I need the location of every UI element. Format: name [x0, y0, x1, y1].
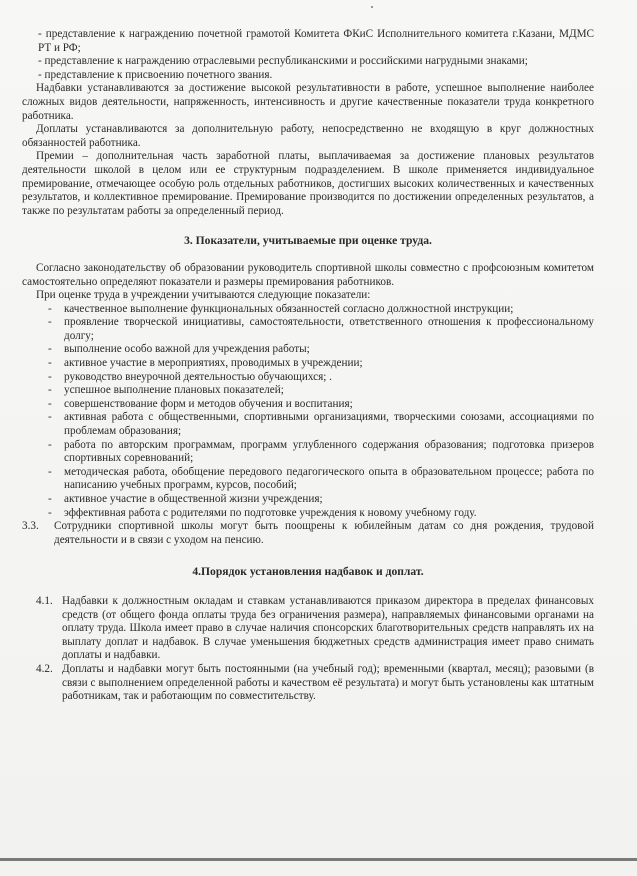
- list-dash: -: [48, 370, 52, 383]
- list-dash: -: [48, 343, 52, 356]
- list-dash: -: [48, 465, 52, 478]
- paragraph-premiums: Премии – дополнительная часть заработной платы, выплачиваемая за достижение плановых результатов деятельности школой в целом или ее структурным подразделением. В школе применяется индивидуальное премирование, отмечающее особую роль отдельных работников, достигших высоких количественных и качественных результатов, и коллективное премирование. Премирование производится по достижении определенных результатов, а также по результатам работы за определенный период.: [22, 150, 594, 217]
- list-dash: -: [48, 302, 52, 315]
- list-dash: -: [48, 506, 52, 519]
- section-3-lead: При оценке труда в учреждении учитываются следующие показатели:: [36, 289, 371, 302]
- section-3-heading: 3. Показатели, учитываемые при оценке труда.: [184, 234, 432, 248]
- indicator-item: - работа по авторским программам, программ углубленного содержания образования; подготовка призеров спортивных соревнований;: [48, 438, 594, 465]
- indicator-item: - выполнение особо важной для учреждения работы;: [48, 343, 310, 356]
- indicator-item: - активное участие в общественной жизни учреждения;: [48, 493, 323, 505]
- clause-4-1: [22, 595, 594, 663]
- list-dash: -: [48, 384, 52, 397]
- scan-edge-line: [0, 858, 637, 861]
- award-item-3: - представление к присвоению почетного звания.: [38, 68, 273, 81]
- scan-speck: [371, 6, 373, 8]
- indicators-list: [22, 303, 594, 521]
- list-dash: -: [48, 357, 52, 370]
- section-4-heading: 4.Порядок установления надбавок и доплат.: [192, 565, 424, 579]
- clause-number: 3.3.: [22, 520, 39, 533]
- indicator-item: - руководство внеурочной деятельностью обучающихся; .: [48, 370, 332, 383]
- clause-3-3: [22, 520, 594, 547]
- indicator-item: - методическая работа, обобщение передового педагогического опыта в образовательном процессе; работа по написанию учебных программ, курсов, пособий;: [48, 465, 594, 492]
- clause-text: Надбавки к должностным окладам и ставкам устанавливаются приказом директора в пределах финансовых средств (от общего фонда оплаты труда без ограничения размера), направляемых финансовыми органами на оплату труда. Школа имеет право в случае наличия спонсорских благотворительных средств направлять их на выплату доплат и надбавок. В случае уменьшения бюджетных средств администрация имеет право снимать доплаты и надбавки.: [62, 594, 594, 662]
- list-dash: -: [48, 411, 52, 424]
- clause-number: 4.1.: [36, 594, 53, 607]
- clause-4-2: [22, 663, 594, 704]
- indicator-item: - качественное выполнение функциональных обязанностей согласно должностной инструкции;: [48, 302, 514, 315]
- award-item-2: - представление к награждению отраслевыми республиканскими и российскими нагрудными знаками;: [38, 55, 528, 68]
- indicator-item: - активная работа с общественными, спортивными организациями, творческими союзами, ассоциациями по проблемам образования;: [48, 411, 594, 438]
- paragraph-bonuses: Надбавки устанавливаются за достижение высокой результативности в работе, успешное выполнение наиболее сложных видов деятельности, напряженность, интенсивность и другие качественные показатели труда конкретного работника.: [22, 82, 594, 122]
- paragraph-surcharges: Доплаты устанавливаются за дополнительную работу, непосредственно не входящую в круг должностных обязанностей работника.: [22, 123, 594, 149]
- list-dash: -: [48, 438, 52, 451]
- clause-text: Доплаты и надбавки могут быть постоянными (на учебный год); временными (квартал, месяц); разовыми (в связи с выполнением определенной работы и качеством её результата) и могут быть установлены как штатным работникам, так и работающим по совместительству.: [62, 662, 594, 703]
- indicator-item: - активное участие в мероприятиях, проводимых в учреждении;: [48, 357, 363, 370]
- section-3-intro: Согласно законодательству об образовании руководитель спортивной школы совместно с профсоюзным комитетом самостоятельно определяют показатели и размеры премирования работников.: [22, 261, 594, 288]
- clause-text: Сотрудники спортивной школы могут быть поощрены к юбилейным датам со дня рождения, трудовой деятельности и в связи с уходом на пенсию.: [54, 520, 594, 546]
- indicator-item: - эффективная работа с родителями по подготовке учреждения к новому учебному году.: [48, 506, 477, 519]
- list-dash: -: [48, 397, 52, 410]
- document-body: [22, 28, 594, 704]
- award-item-1: - представление к награждению почетной грамотой Комитета ФКиС Исполнительного комитета г.Казани, МДМС РТ и РФ;: [38, 28, 594, 54]
- indicator-item: - проявление творческой инициативы, самостоятельности, ответственного отношения к профессиональному долгу;: [48, 316, 594, 342]
- list-dash: -: [48, 316, 52, 329]
- indicator-item: - совершенствование форм и методов обучения и воспитания;: [48, 397, 353, 410]
- clause-number: 4.2.: [36, 662, 53, 675]
- indicator-item: - успешное выполнение плановых показателей;: [48, 384, 284, 397]
- list-dash: -: [48, 493, 52, 505]
